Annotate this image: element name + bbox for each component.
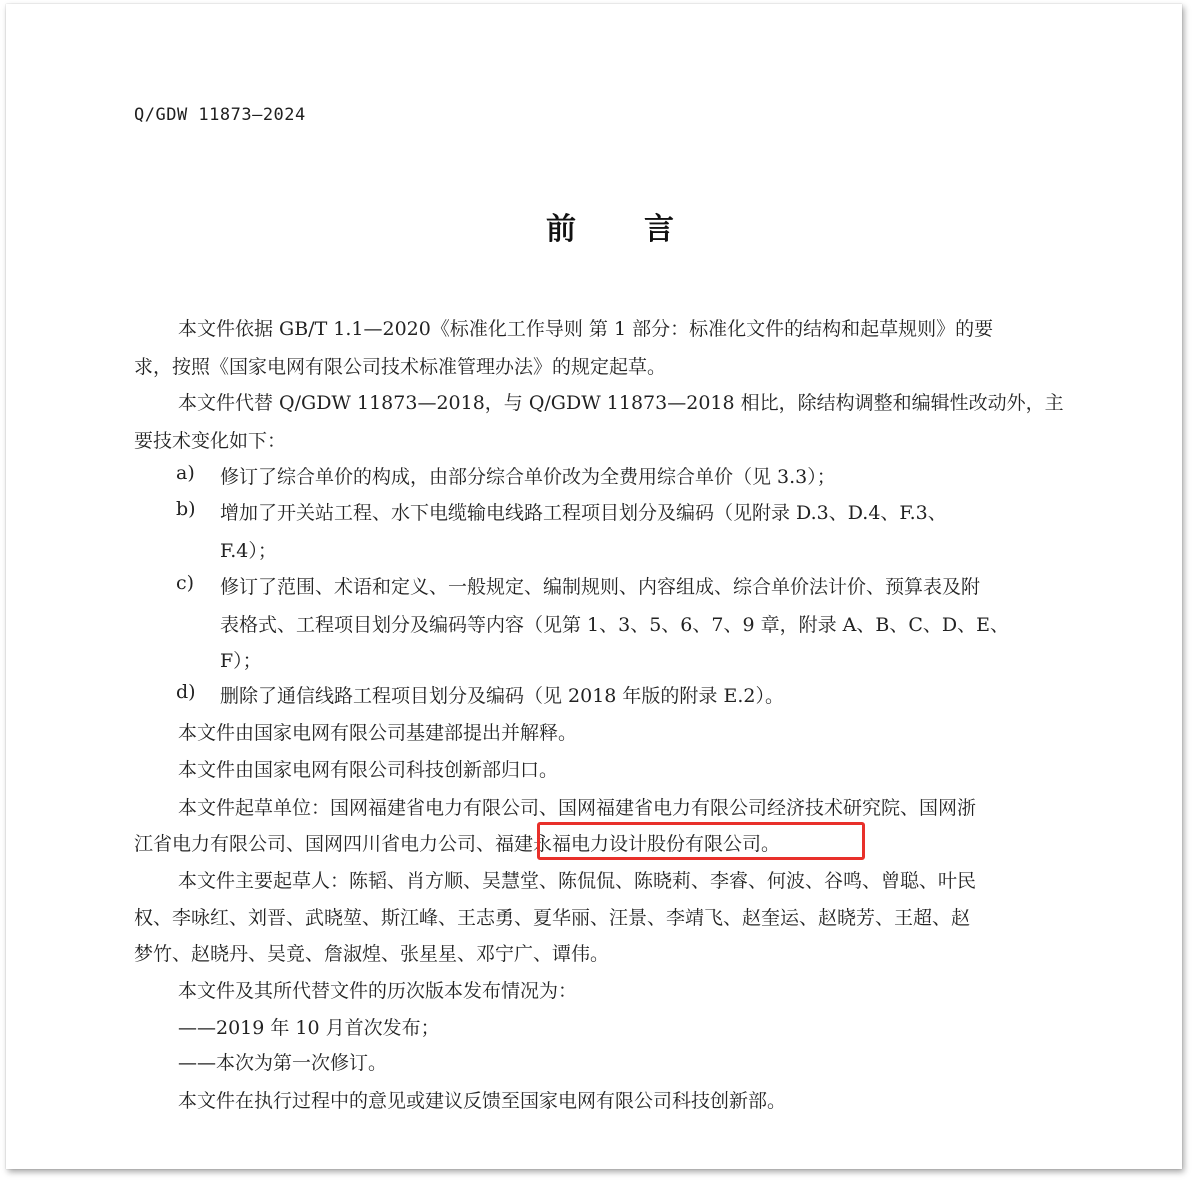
page-title: 前言 — [546, 212, 742, 247]
text-line: 梦竹、赵晓丹、吴竟、詹淑煌、张星星、邓宁广、谭伟。 — [134, 943, 610, 965]
text-line: 本文件主要起草人：陈韬、肖方顺、吴慧堂、陈侃侃、陈晓莉、李睿、何波、谷鸣、曾聪、叶民 — [178, 870, 977, 892]
list-item-continuation: F）； — [220, 650, 262, 672]
text-line: 本文件起草单位：国网福建省电力有限公司、国网福建省电力有限公司经济技术研究院、国网浙 — [178, 797, 977, 819]
list-marker: c) — [176, 572, 195, 594]
text-line: ——本次为第一次修订。 — [178, 1052, 388, 1074]
text-line: 江省电力有限公司、国网四川省电力公司、福建永福电力设计股份有限公司。 — [134, 833, 781, 855]
text-line: 本文件代替 Q/GDW 11873—2018，与 Q/GDW 11873—2018 相比，除结构调整和编辑性改动外，主 — [178, 392, 1064, 414]
text-line: 本文件由国家电网有限公司基建部提出并解释。 — [178, 722, 578, 744]
document-page — [6, 4, 1182, 1169]
text-line: 本文件由国家电网有限公司科技创新部归口。 — [178, 759, 559, 781]
list-item: 删除了通信线路工程项目划分及编码（见 2018 年版的附录 E.2）。 — [220, 685, 784, 707]
list-item-continuation: F.4）； — [220, 540, 277, 562]
highlight-box — [537, 822, 865, 860]
list-item: 增加了开关站工程、水下电缆输电线路工程项目划分及编码（见附录 D.3、D.4、F.3、 — [220, 502, 947, 524]
text-line: ——2019 年 10 月首次发布； — [178, 1017, 440, 1039]
list-item: 修订了综合单价的构成，由部分综合单价改为全费用综合单价（见 3.3）； — [220, 466, 836, 488]
list-item-continuation: 表格式、工程项目划分及编码等内容（见第 1、3、5、6、7、9 章，附录 A、B、C、D、E、 — [220, 614, 1009, 636]
list-marker: d) — [176, 681, 196, 703]
list-item: 修订了范围、术语和定义、一般规定、编制规则、内容组成、综合单价法计价、预算表及附 — [220, 576, 981, 598]
text-line: 本文件在执行过程中的意见或建议反馈至国家电网有限公司科技创新部。 — [178, 1090, 787, 1112]
list-marker: a) — [176, 462, 195, 484]
text-line: 权、李咏红、刘晋、武晓堃、斯江峰、王志勇、夏华丽、汪景、李靖飞、赵奎运、赵晓芳、王超、赵 — [134, 907, 971, 929]
text-line: 本文件及其所代替文件的历次版本发布情况为： — [178, 980, 578, 1002]
list-marker: b) — [176, 498, 196, 520]
text-line: 要技术变化如下： — [134, 430, 287, 452]
document-number: Q/GDW 11873—2024 — [134, 105, 306, 125]
text-line: 本文件依据 GB/T 1.1—2020《标准化工作导则 第 1 部分：标准化文件的结构和起草规则》的要 — [178, 318, 994, 340]
text-line: 求，按照《国家电网有限公司技术标准管理办法》的规定起草。 — [134, 356, 667, 378]
